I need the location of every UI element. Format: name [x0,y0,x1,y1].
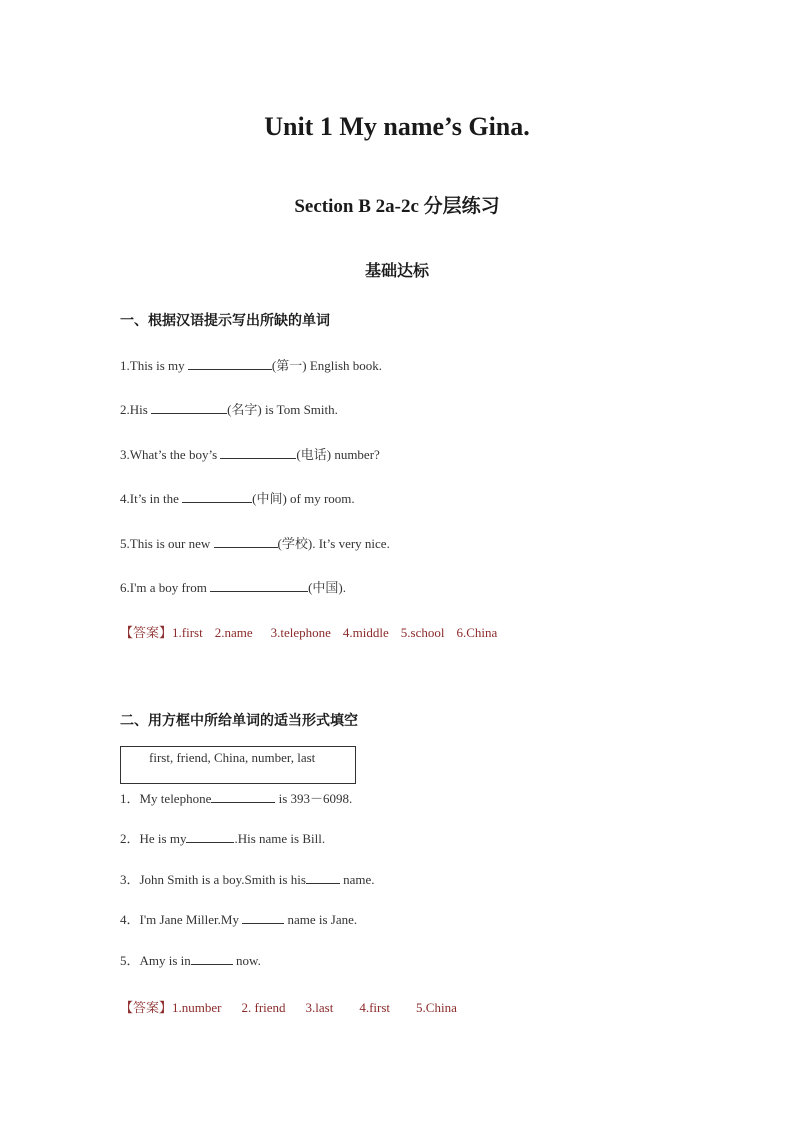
page-title: Unit 1 My name’s Gina. [264,112,530,141]
answer-blank[interactable] [220,446,296,459]
answer-item: 4.middle [342,625,389,640]
answer-item: 2.name [214,625,253,640]
answer-blank[interactable] [191,952,233,965]
part2-item-5: 5．Amy is in now. [120,953,261,968]
part2-item-2: 2．He is my .His name is Bill. [120,831,326,846]
answer-item: 1.first [172,625,203,640]
part2-item-1: 1．My telephone is 393－6098. [120,791,353,806]
answer-blank[interactable] [306,871,340,884]
part1-item-1: 1.This is my (第一) English book. [120,358,383,373]
answer-blank[interactable] [186,830,234,843]
answer-item: 3.last [305,1000,334,1015]
part2-item-3: 3．John Smith is a boy.Smith is his name. [120,872,375,887]
answer-blank[interactable] [211,790,275,803]
part1-item-5: 5.This is our new (学校). It’s very nice. [120,536,390,551]
answer-item: 5.school [400,625,445,640]
part1-item-3: 3.What’s the boy’s (电话) number? [120,447,380,462]
answer-item: 3.telephone [270,625,331,640]
answer-blank[interactable] [188,357,272,370]
part1-item-4: 4.It’s in the (中间) of my room. [120,491,355,506]
answer-item: 5.China [416,1000,457,1015]
answer-blank[interactable] [214,535,278,548]
part2-item-4: 4．I'm Jane Miller.My name is Jane. [120,912,358,927]
answer-blank[interactable] [151,401,227,414]
part1-answers [120,622,509,641]
answer-item: 1.number [172,1000,222,1015]
answer-tag: 【答案】 [120,626,173,641]
part2-heading: 二、用方框中所给单词的适当形式填空 [120,713,358,729]
section-subtitle: Section B 2a-2c 分层练习 [294,196,500,217]
answer-item: 4.first [359,1000,391,1015]
part1-heading: 一、根据汉语提示写出所缺的单词 [120,313,330,329]
level-heading: 基础达标 [364,263,429,280]
part1-item-6: 6.I'm a boy from (中国). [120,580,346,595]
word-box [120,746,356,784]
answer-blank[interactable] [210,579,308,592]
answer-item: 6.China [456,625,498,640]
answer-blank[interactable] [242,911,284,924]
answer-item: 2. friend [241,1000,286,1015]
part2-answers [120,997,469,1016]
answer-tag: 【答案】 [120,1001,173,1016]
answer-blank[interactable] [182,490,252,503]
word-box-text: first, friend, China, number, last [149,750,316,765]
part1-item-2: 2.His (名字) is Tom Smith. [120,402,338,417]
